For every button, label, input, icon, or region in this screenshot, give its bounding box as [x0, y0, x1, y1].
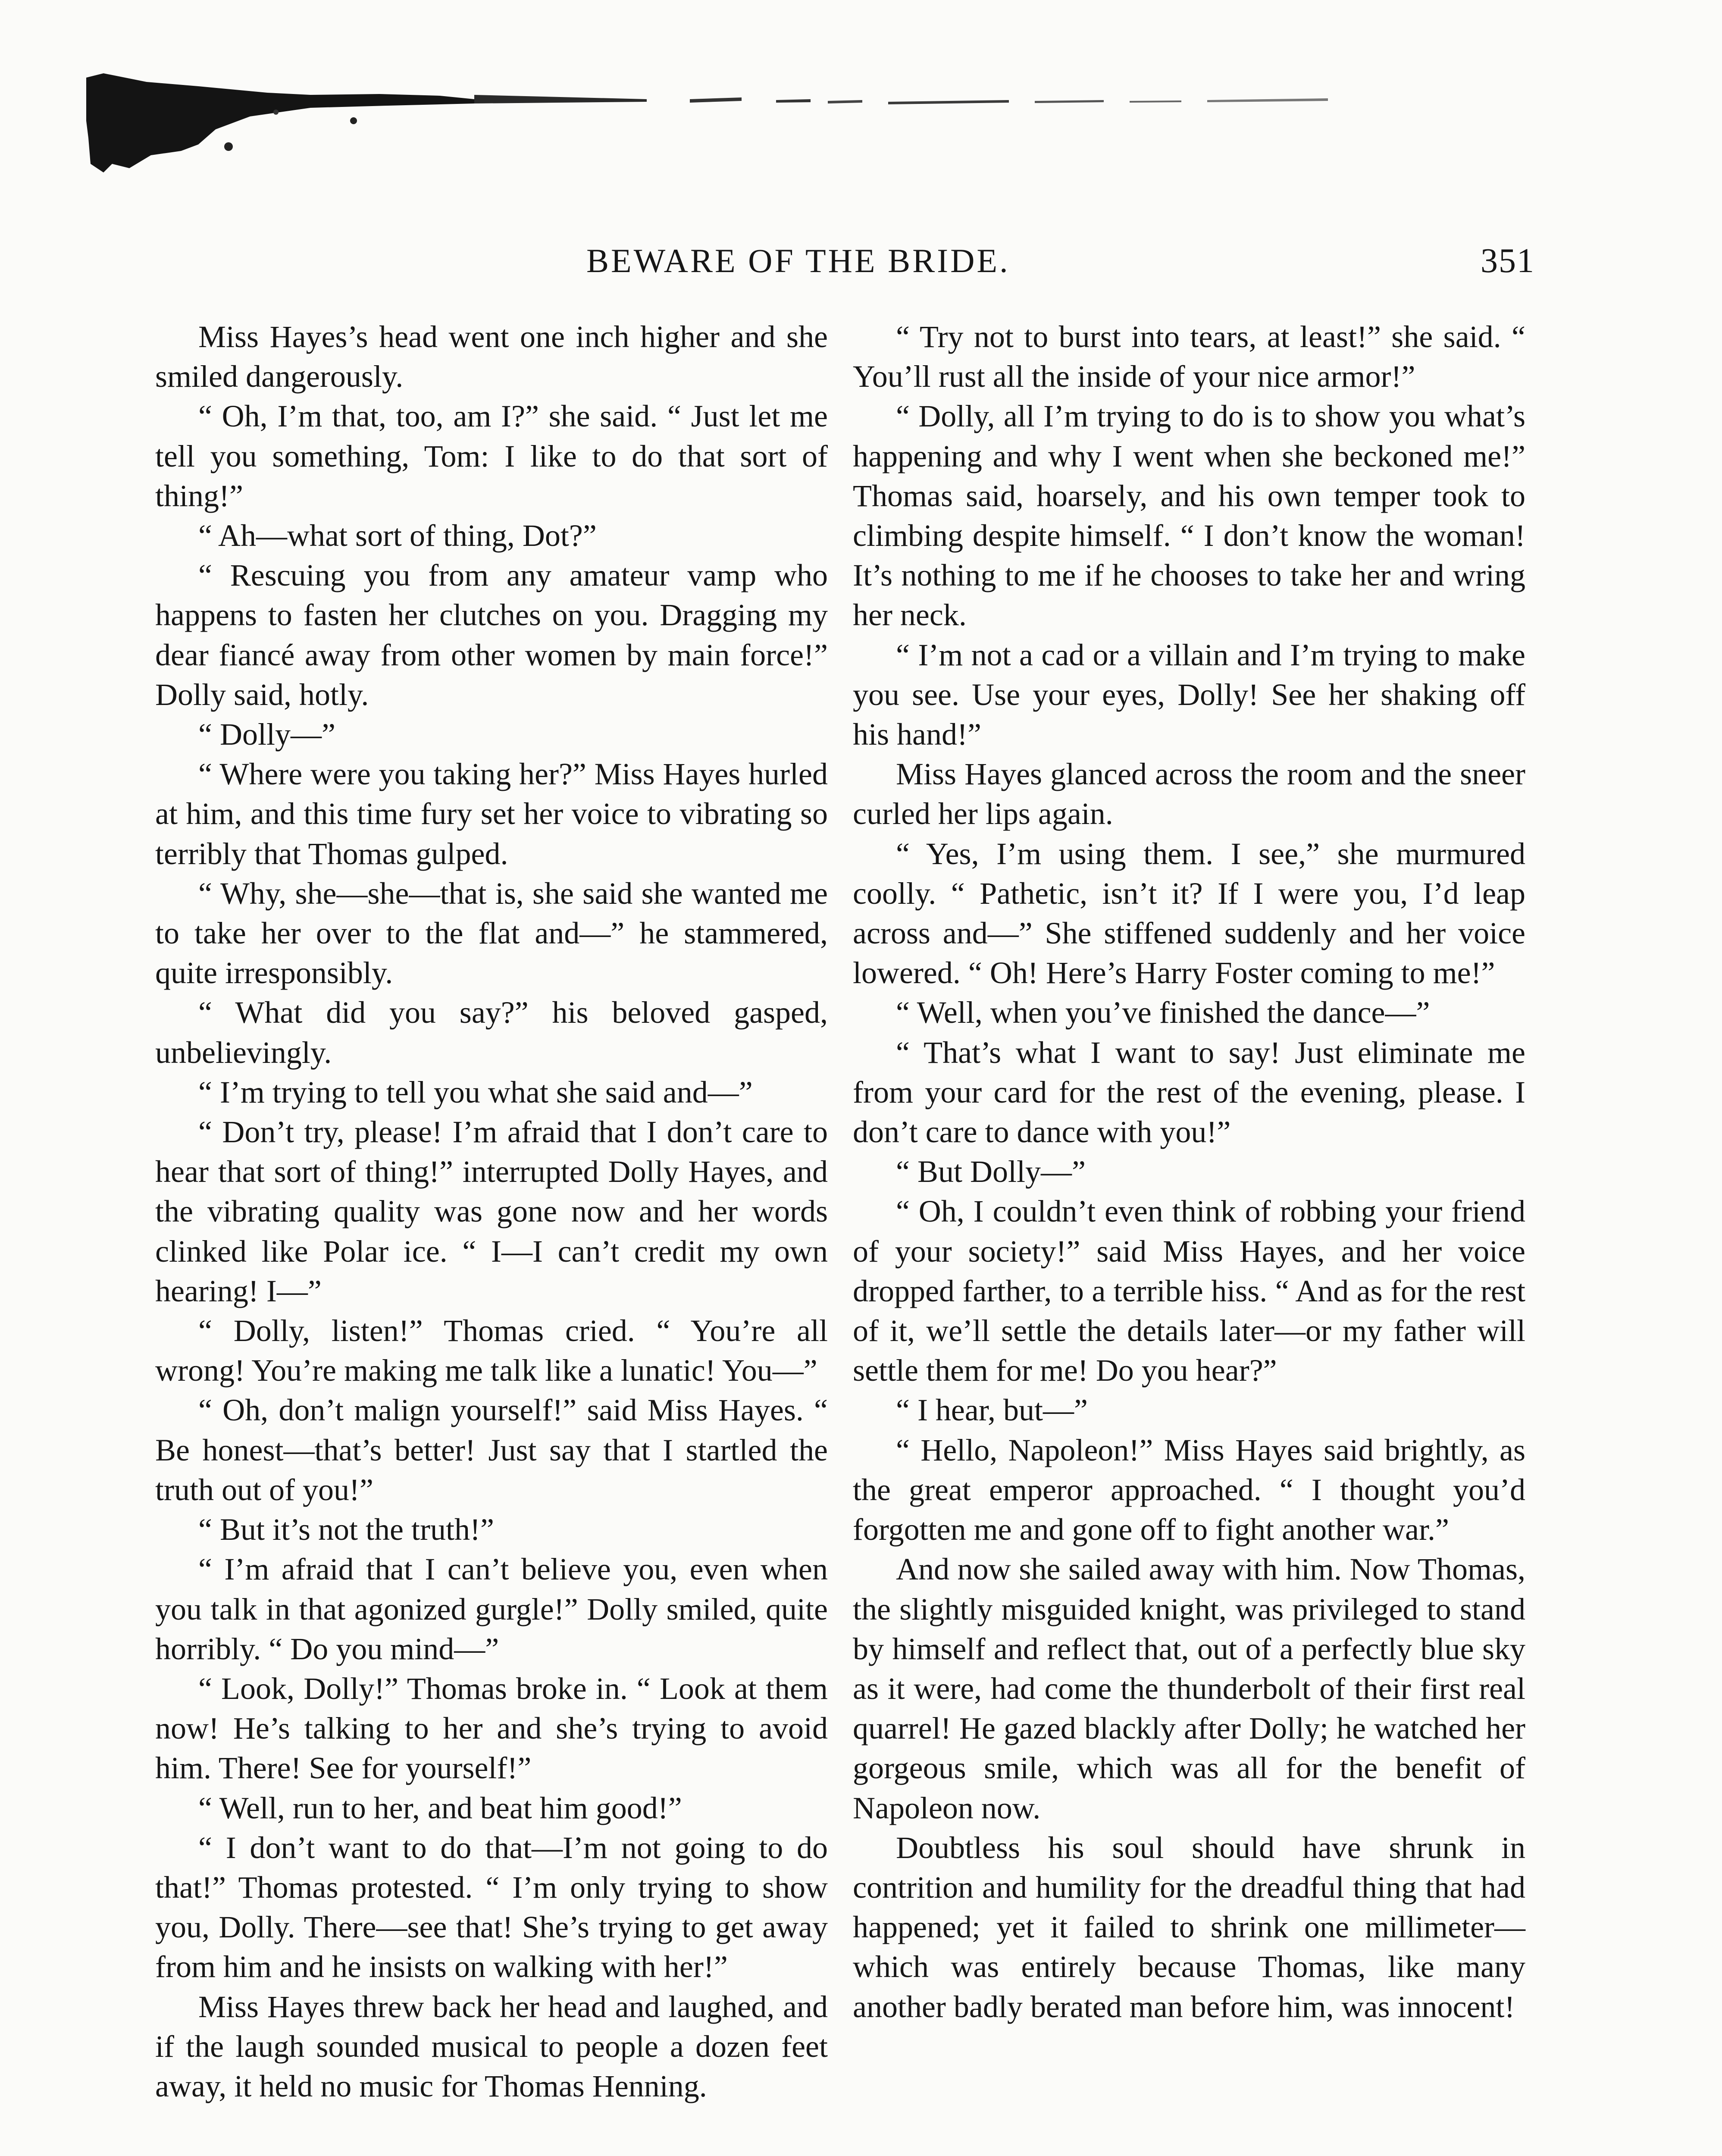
paragraph: “ Dolly, listen!” Thomas cried. “ You’re all wrong! You’re making me talk like a lunatic! You—”	[155, 1313, 828, 1388]
paragraph: “ I hear, but—”	[896, 1393, 1088, 1428]
paragraph: “ I don’t want to do that—I’m not going to do that!” Thomas protested. “ I’m only trying to show you, Dolly. There—see that! She’s trying to get away from him and he insists on walking with her!”	[155, 1830, 828, 1984]
paragraph: “ But Dolly—”	[896, 1154, 1086, 1189]
paragraph: “ That’s what I want to say! Just eliminate me from your card for the rest of the evening, please. I don’t care to dance with you!”	[853, 1035, 1525, 1150]
paragraph: And now she sailed away with him. Now Thomas, the slightly misguided knight, was privileged to stand by himself and reflect that, out of a perfectly blue sky as it were, had come the thunderbolt of their first real quarrel! He gazed blackly after Dolly; he watched her gorgeous smile, which was all for the benefit of Napoleon now.	[853, 1552, 1525, 1825]
paragraph: “ What did you say?” his beloved gasped, unbelievingly.	[155, 995, 828, 1070]
paragraph: Miss Hayes glanced across the room and the sneer curled her lips again.	[853, 757, 1525, 831]
running-title: BEWARE OF THE BRIDE.	[586, 242, 1010, 279]
paragraph: “ Well, run to her, and beat him good!”	[198, 1790, 682, 1825]
paragraph: “ Well, when you’ve finished the dance—”	[896, 995, 1430, 1030]
page-number: 351	[1481, 242, 1535, 280]
paragraph: “ Yes, I’m using them. I see,” she murmured coolly. “ Pathetic, isn’t it? If I were you, I’d leap across and—” She stiffened suddenly and her voice lowered. “ Oh! Here’s Harry Foster coming to me!”	[853, 836, 1525, 990]
paragraph: “ Hello, Napoleon!” Miss Hayes said brightly, as the great emperor approached. “ I thought you’d forgotten me and gone off to fight another war.”	[853, 1432, 1525, 1547]
paragraph: “ I’m not a cad or a villain and I’m trying to make you see. Use your eyes, Dolly! See her shaking off his hand!”	[853, 637, 1525, 752]
paragraph: “ Try not to burst into tears, at least!” she said. “ You’ll rust all the inside of your nice armor!”	[853, 320, 1525, 394]
paragraph: “ I’m trying to tell you what she said and—”	[198, 1075, 753, 1109]
paragraph: “ Oh, don’t malign yourself!” said Miss Hayes. “ Be honest—that’s better! Just say that I startled the truth out of you!”	[155, 1393, 828, 1507]
paragraph: “ Dolly, all I’m trying to do is to show you what’s happening and why I went when she beckoned me!” Thomas said, hoarsely, and his own temper took to climbing despite himself. “ I don’t know the woman! It’s nothing to me if he chooses to take her and wring her neck.	[853, 399, 1525, 633]
paragraph: “ Look, Dolly!” Thomas broke in. “ Look at them now! He’s talking to her and she’s trying to avoid him. There! See for yourself!”	[155, 1671, 828, 1786]
paragraph: “ I’m afraid that I can’t believe you, even when you talk in that agonized gurgle!” Dolly smiled, quite horribly. “ Do you mind—”	[155, 1552, 828, 1666]
left-text-column	[155, 317, 828, 2106]
paragraph: “ Don’t try, please! I’m afraid that I don’t care to hear that sort of thing!” interrupted Dolly Hayes, and the vibrating quality was gone now and her words clinked like Polar ice. “ I—I can’t credit my own hearing! I—”	[155, 1115, 828, 1308]
paragraph: “ Dolly—”	[198, 717, 335, 752]
paragraph: “ Where were you taking her?” Miss Hayes hurled at him, and this time fury set her voice to vibrating so terribly that Thomas gulped.	[155, 757, 828, 871]
paragraph: “ Rescuing you from any amateur vamp who happens to fasten her clutches on you. Dragging my dear fiancé away from other women by main force!” Dolly said, hotly.	[155, 558, 828, 712]
scan-artifact-mark	[86, 69, 1337, 181]
paragraph: Doubtless his soul should have shrunk in contrition and humility for the dreadful thing that had happened; yet it failed to shrink one millimeter—which was entirely because Thomas, like many another badly berated man before him, was innocent!	[853, 1830, 1525, 2024]
paragraph: Miss Hayes’s head went one inch higher and she smiled dangerously.	[155, 320, 828, 394]
paragraph: “ But it’s not the truth!”	[198, 1512, 494, 1547]
paragraph: “ Oh, I’m that, too, am I?” she said. “ Just let me tell you something, Tom: I like to do that sort of thing!”	[155, 399, 828, 513]
paragraph: “ Why, she—she—that is, she said she wanted me to take her over to the flat and—” he stammered, quite irresponsibly.	[155, 876, 828, 990]
paragraph: “ Oh, I couldn’t even think of robbing your friend of your society!” said Miss Hayes, and her voice dropped farther, to a terrible hiss. “ And as for the rest of it, we’ll settle the details later—or my father will settle them for me! Do you hear?”	[853, 1194, 1525, 1388]
running-header	[517, 241, 1535, 293]
paragraph: “ Ah—what sort of thing, Dot?”	[198, 518, 597, 553]
paragraph: Miss Hayes threw back her head and laughed, and if the laugh sounded musical to people a dozen feet away, it held no music for Thomas Henning.	[155, 1989, 828, 2103]
right-text-column	[853, 317, 1525, 2027]
